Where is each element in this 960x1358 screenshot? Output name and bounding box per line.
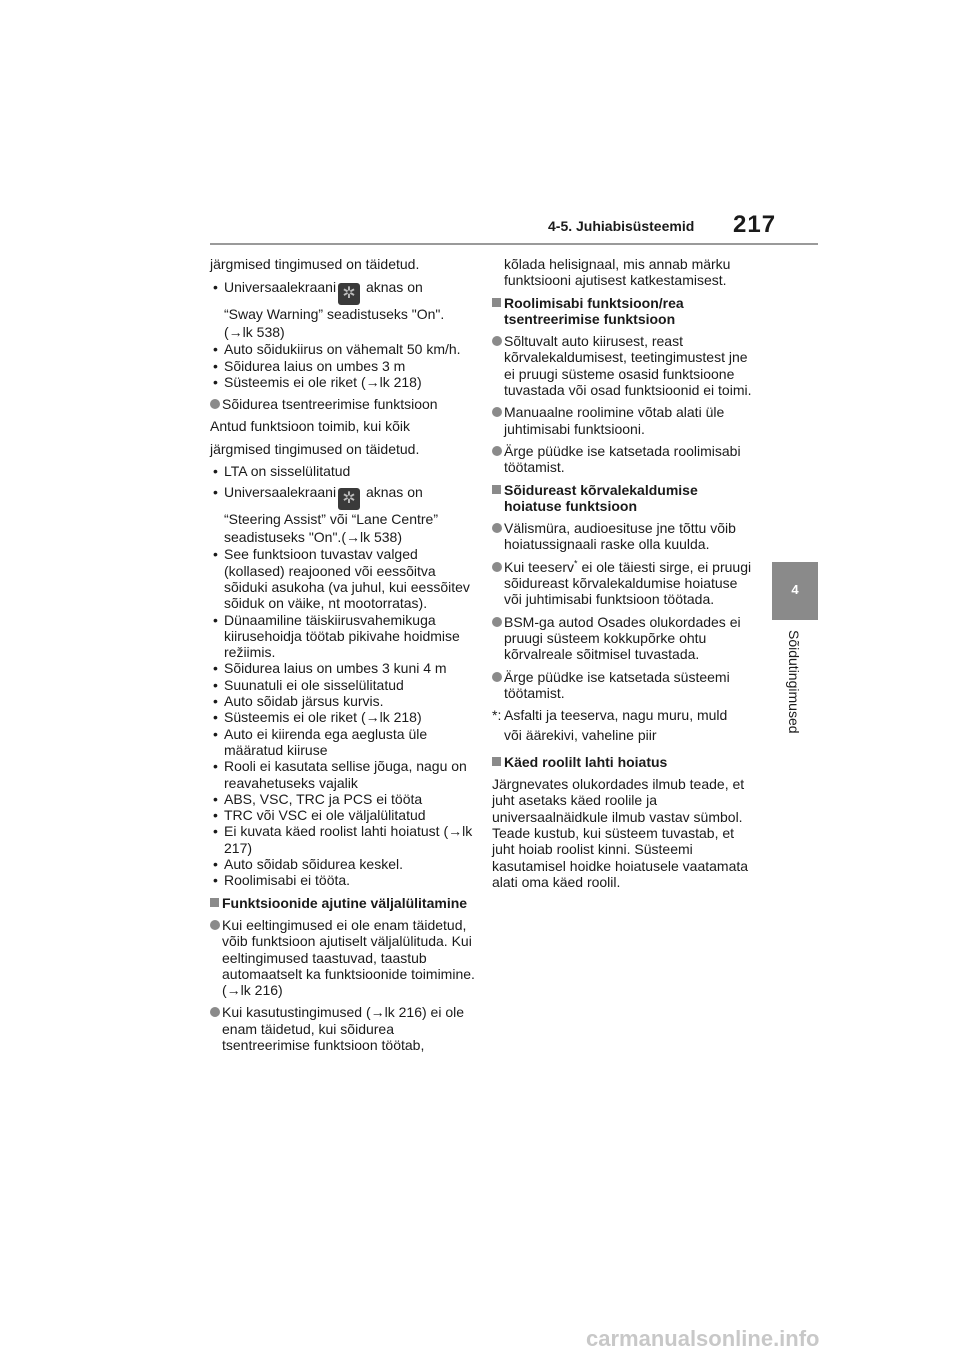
circle-bullet-item: BSM-ga autod Osades olukordades ei pruugi süsteem kokkupõrke ohtu kõrvalreale sõitmisel tuvastada.: [492, 614, 754, 663]
list-item: • Suunatuli ei ole sisselülitatud: [210, 677, 475, 693]
circle-bullet-item: Kui eeltingimused ei ole enam täidetud, võib funktsioon ajutiselt väljalülituda. Kui eeltingimused taastuvad, taastub automaatselt ka funktsioonide toimimine. (→lk 216): [210, 917, 475, 998]
circle-bullet-icon: [492, 407, 502, 417]
list-item: • Universaalekraani ✲ aknas on “Sway Warning” seadistuseks "On". (→lk 538): [210, 278, 475, 341]
circle-bullet-icon: [492, 336, 502, 346]
circle-bullet-item: Sõltuvalt auto kiirusest, reast kõrvalekaldumisest, teetingimustest jne ei pruugi süsteme osasid funktsioone tuvastada või osad funktsioonid ei toimi.: [492, 333, 754, 398]
left-column: [210, 256, 475, 1059]
circle-bullet-icon: [210, 399, 220, 409]
circle-bullet-item: Välismüra, audioesituse jne tõttu võib hoiatussignaali raske olla kuulda.: [492, 520, 754, 553]
list-item: • Auto sõidukiirus on vähemalt 50 km/h.: [210, 341, 475, 357]
circle-bullet-icon: [492, 562, 502, 572]
page-number: 217: [733, 211, 777, 238]
circle-bullet-item: Ärge püüdke ise katsetada süsteemi töötamist.: [492, 669, 754, 702]
list-item: • Rooli ei kasutata sellise jõuga, nagu on reavahetuseks vajalik: [210, 758, 475, 791]
intro-text: järgmised tingimused on täidetud.: [210, 256, 420, 272]
circle-bullet-icon: [492, 672, 502, 682]
settings-gear-icon: ✲: [338, 283, 360, 305]
list-item: • Auto sõidab sõidurea keskel.: [210, 856, 475, 872]
list-item: • Auto sõidab järsus kurvis.: [210, 693, 475, 709]
circle-bullet-icon: [210, 920, 220, 930]
right-column: [492, 256, 754, 896]
list-item: • Universaalekraani ✲ aknas on “Steering Assist” või “Lane Centre” seadistuseks "On".(→lk 538): [210, 483, 475, 546]
list-item: • Sõidurea laius on umbes 3 m: [210, 358, 475, 374]
square-bullet-icon: [210, 898, 219, 907]
paragraph: Antud funktsioon toimib, kui kõik: [210, 418, 410, 435]
circle-bullet-item: Sõidurea tsentreerimise funktsioon: [210, 396, 475, 412]
list-item: • Auto ei kiirenda ega aeglusta üle määratud kiiruse: [210, 726, 475, 759]
list-item: • TRC või VSC ei ole väljalülitatud: [210, 807, 475, 823]
settings-gear-icon: ✲: [338, 488, 360, 510]
chapter-label: Sõidutingimused: [786, 630, 802, 734]
square-bullet-icon: [492, 757, 501, 766]
circle-bullet-icon: [492, 523, 502, 533]
circle-bullet-icon: [492, 446, 502, 456]
square-bullet-icon: [492, 298, 501, 307]
circle-bullet-item: Manuaalne roolimine võtab alati üle juhtimisabi funktsiooni.: [492, 404, 754, 437]
section-title: 4-5. Juhiabisüsteemid: [548, 218, 695, 234]
watermark: carmanualsonline.info: [586, 1326, 820, 1351]
list-item: • Roolimisabi ei tööta.: [210, 872, 475, 888]
circle-bullet-icon: [210, 1007, 220, 1017]
list-item: • ABS, VSC, TRC ja PCS ei tööta: [210, 791, 475, 807]
list-item: • LTA on sisselülitatud: [210, 463, 475, 479]
list-item: • Süsteemis ei ole riket (→lk 218): [210, 374, 475, 390]
paragraph: Järgnevates olukordades ilmub teade, et juht asetaks käed roolile ja universaalnäidkule ilmub vastav sümbol. Teade kustub, kui süsteem tuvastab, et juht hoiab roolist kinni. Süsteemi kasutamisel hoidke hoiatusele vaatamata alati oma käed roolil.: [492, 776, 749, 890]
paragraph: järgmised tingimused on täidetud.: [210, 440, 420, 457]
list-item: • Süsteemis ei ole riket (→lk 218): [210, 709, 475, 725]
circle-bullet-item: Ärge püüdke ise katsetada roolimisabi töötamist.: [492, 443, 754, 476]
conditions-list-2: [210, 463, 475, 889]
list-item: • Ei kuvata käed roolist lahti hoiatust (→lk 217): [210, 823, 475, 856]
list-item: • See funktsioon tuvastav valged (kollased) reajooned või eessõitva sõiduki asukoha (va juhul, kui eessõitev sõiduk on väike, nt mootorratas).: [210, 546, 475, 611]
section-heading: Funktsioonide ajutine väljalülitamine: [210, 895, 475, 911]
list-item: • Sõidurea laius on umbes 3 kuni 4 m: [210, 660, 475, 676]
header-rule: [210, 243, 818, 245]
chapter-number: 4: [791, 582, 799, 597]
section-heading: Roolimisabi funktsioon/rea tsentreerimise funktsioon: [492, 295, 754, 328]
conditions-list-1: [210, 278, 475, 390]
circle-bullet-icon: [492, 617, 502, 627]
footnote: *: Asfalti ja teeserva, nagu muru, muld või äärekivi, vaheline piir: [492, 707, 728, 744]
continued-text: kõlada helisignaal, mis annab märku funktsiooni ajutisest katkestamisest.: [504, 256, 731, 289]
circle-bullet-item: Kui kasutustingimused (→lk 216) ei ole enam täidetud, kui sõidurea tsentreerimise funktsioon töötab,: [210, 1004, 475, 1053]
circle-bullet-item: Kui teeserv* ei ole täiesti sirge, ei pruugi sõidureast kõrvalekaldumise hoiatuse või juhtimisabi funktsioon töötada.: [492, 559, 754, 608]
list-item: • Dünaamiline täiskiirusvahemikuga kiirusehoidja töötab pikivahe hoidmise režiimis.: [210, 612, 475, 661]
square-bullet-icon: [492, 485, 501, 494]
section-heading: Käed roolilt lahti hoiatus: [492, 754, 754, 770]
section-heading: Sõidureast kõrvalekaldumise hoiatuse funktsioon: [492, 482, 754, 515]
